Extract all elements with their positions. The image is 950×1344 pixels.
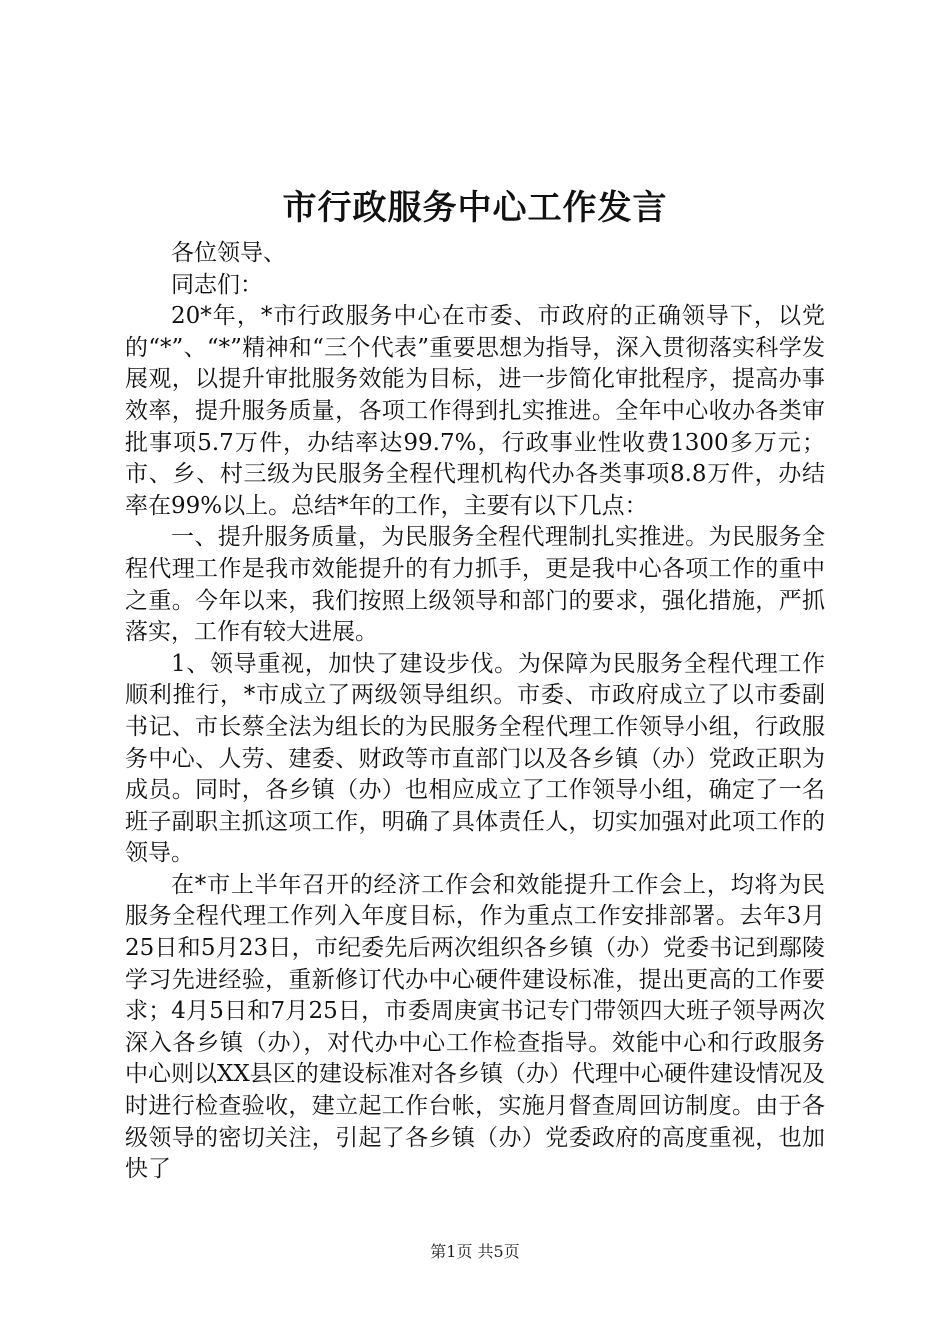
- paragraph-section-one: 一、提升服务质量，为民服务全程代理制扎实推进。为民服务全程代理工作是我市效能提升的有力抓手，更是我中心各项工作的重中之重。今年以来，我们按照上级领导和部门的要求，强化措施，严抓落实，工作有较大进展。: [125, 524, 825, 646]
- page-number-footer: 第1页 共5页: [430, 1242, 520, 1261]
- document-title: 市行政服务中心工作发言: [282, 188, 668, 228]
- paragraph-meetings: 在*市上半年召开的经济工作会和效能提升工作会上，均将为民服务全程代理工作列入年度目标，作为重点工作安排部署。去年3月25日和5月23日，市纪委先后两次组织各乡镇（办）党委书记到鄢陵学习先进经验，重新修订代办中心硬件建设标准，提出更高的工作要求；4月5日和7月25日，市委周庚寅书记专门带领四大班子领导两次深入各乡镇（办），对代办中心工作检查指导。效能中心和行政服务中心则以XX县区的建设标准对各乡镇（办）代理中心硬件建设情况及时进行检查验收，建立起工作台帐，实施月督查周回访制度。由于各级领导的密切关注，引起了各乡镇（办）党委政府的高度重视，也加快了: [125, 871, 825, 1183]
- salutation-leaders: 各位领导、: [171, 240, 286, 266]
- salutation-comrades: 同志们：: [171, 271, 263, 298]
- document-body: [125, 238, 825, 1186]
- paragraph-point-one: 1、领导重视，加快了建设步伐。为保障为民服务全程代理工作顺利推行，*市成立了两级领导组织。市委、市政府成立了以市委副书记、市长蔡全法为组长的为民服务全程代理工作领导小组，行政服务中心、人劳、建委、财政等市直部门以及各乡镇（办）党政正职为成员。同时，各乡镇（办）也相应成立了工作领导小组，确定了一名班子副职主抓这项工作，明确了具体责任人，切实加强对此项工作的领导。: [125, 650, 825, 867]
- paragraph-overview: 20*年，*市行政服务中心在市委、市政府的正确领导下，以党的“*”、“*”精神和“三个代表”重要思想为指导，深入贯彻落实科学发展观，以提升审批服务效能为目标，进一步简化审批程序，提高办事效率，提升服务质量，各项工作得到扎实推进。全年中心收办各类审批事项5.7万件，办结率达99.7%，行政事业性收费1300多万元；市、乡、村三级为民服务全程代理机构代办各类事项8.8万件，办结率在99%以上。总结*年的工作，主要有以下几点：: [125, 303, 825, 519]
